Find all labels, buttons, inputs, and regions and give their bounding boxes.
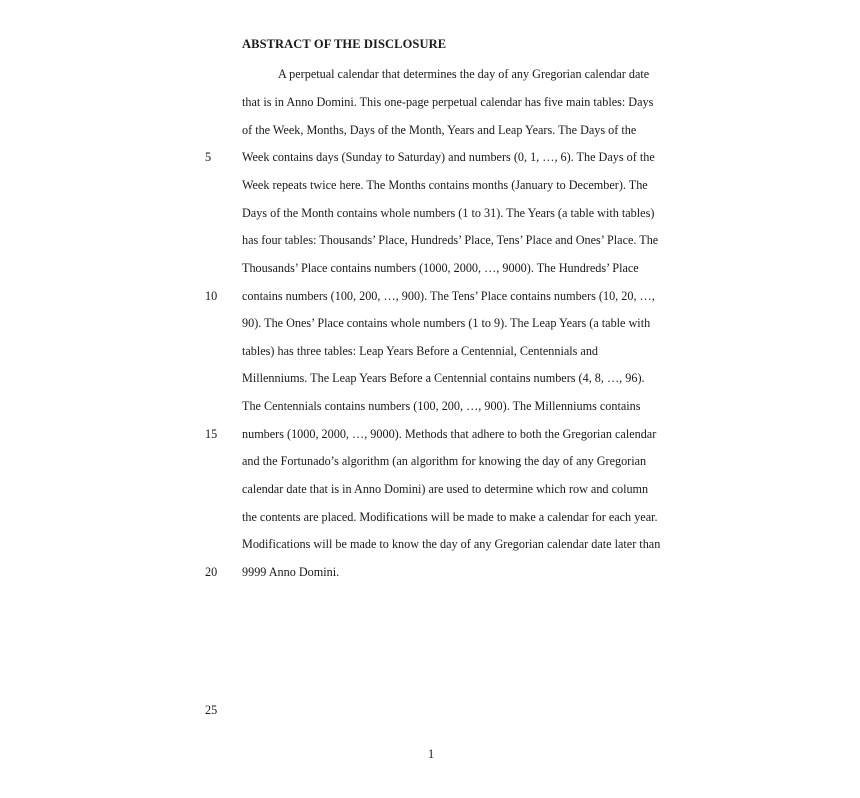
abstract-line: tables) has three tables: Leap Years Before a Centennial, Centennials and — [242, 344, 599, 358]
line-number: 20 — [205, 565, 218, 579]
abstract-line: The Centennials contains numbers (100, 200, …, 900). The Millenniums contains — [242, 399, 641, 413]
abstract-line: Week repeats twice here. The Months contains months (January to December). The — [242, 178, 648, 192]
abstract-line: Millenniums. The Leap Years Before a Centennial contains numbers (4, 8, …, 96). — [242, 371, 645, 385]
line-number: 15 — [205, 427, 218, 441]
abstract-line: numbers (1000, 2000, …, 9000). Methods that adhere to both the Gregorian calendar — [242, 427, 657, 441]
abstract-line: has four tables: Thousands’ Place, Hundreds’ Place, Tens’ Place and Ones’ Place. The — [242, 233, 659, 247]
line-number: 5 — [205, 150, 212, 164]
abstract-line: 90). The Ones’ Place contains whole numbers (1 to 9). The Leap Years (a table with — [242, 316, 651, 330]
abstract-line: of the Week, Months, Days of the Month, Years and Leap Years. The Days of the — [242, 123, 637, 137]
abstract-line: Modifications will be made to know the day of any Gregorian calendar date later than — [242, 537, 661, 551]
abstract-line: and the Fortunado’s algorithm (an algorithm for knowing the day of any Gregorian — [242, 454, 647, 468]
abstract-line: Thousands’ Place contains numbers (1000, 2000, …, 9000). The Hundreds’ Place — [242, 261, 639, 275]
abstract-line: A perpetual calendar that determines the day of any Gregorian calendar date — [278, 67, 650, 81]
abstract-line: Days of the Month contains whole numbers (1 to 31). The Years (a table with tables) — [242, 206, 655, 220]
abstract-line: the contents are placed. Modifications will be made to make a calendar for each year. — [242, 510, 658, 524]
section-heading: ABSTRACT OF THE DISCLOSURE — [242, 37, 447, 51]
line-number: 25 — [205, 703, 218, 717]
abstract-line: calendar date that is in Anno Domini) are used to determine which row and column — [242, 482, 649, 496]
page-number: 1 — [428, 747, 435, 761]
abstract-line: 9999 Anno Domini. — [242, 565, 340, 579]
line-number: 10 — [205, 289, 218, 303]
abstract-line: that is in Anno Domini. This one-page perpetual calendar has five main tables: Days — [242, 95, 654, 109]
abstract-line: Week contains days (Sunday to Saturday) and numbers (0, 1, …, 6). The Days of the — [242, 150, 655, 164]
abstract-line: contains numbers (100, 200, …, 900). The Tens’ Place contains numbers (10, 20, …, — [242, 289, 655, 303]
